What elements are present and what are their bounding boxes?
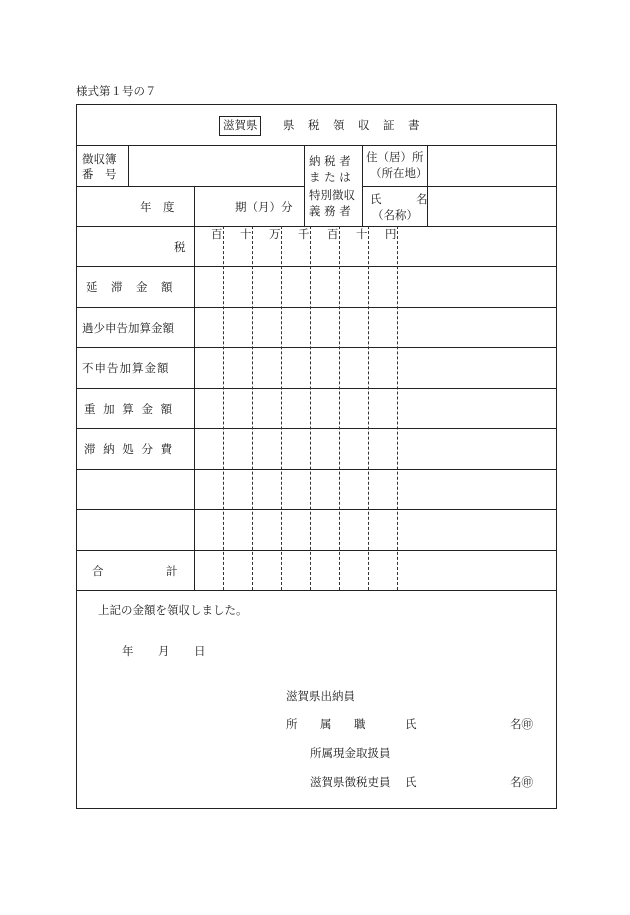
- date-year: 年: [122, 644, 134, 658]
- ledger-number-label: 番 号: [82, 167, 117, 181]
- tax-collector-title: 滋賀県徴税吏員: [310, 775, 391, 789]
- date-day: 日: [194, 644, 206, 658]
- period-label: 期（月）分: [235, 200, 293, 214]
- affiliation-label: 職: [354, 717, 366, 731]
- surname-label: 氏: [405, 775, 417, 789]
- surname-label: 氏: [405, 717, 417, 731]
- name-seal: 名㊞: [510, 775, 533, 789]
- row-label: 過少申告加算金額: [82, 321, 174, 335]
- form-id: 様式第１号の７: [76, 84, 157, 98]
- affiliation-label: 所: [286, 717, 298, 731]
- taxpayer-label: 特別徴収: [309, 188, 355, 202]
- address-label: 住（居）所: [366, 150, 424, 164]
- taxpayer-label: ま た は: [309, 170, 351, 184]
- affiliation-label: 属: [320, 717, 332, 731]
- total-label: 計: [166, 564, 178, 578]
- digit-label: 十: [240, 227, 252, 241]
- title-char: 県: [283, 118, 295, 132]
- treasurer-title: 滋賀県出納員: [286, 689, 355, 703]
- fiscal-year-label: 年 度: [140, 200, 175, 214]
- digit-label: 円: [385, 227, 397, 241]
- title-char: 領: [333, 118, 345, 132]
- title-char: 書: [408, 118, 420, 132]
- taxpayer-label: 義 務 者: [309, 204, 351, 218]
- digit-label: 千: [298, 227, 310, 241]
- title-char: 収: [358, 118, 370, 132]
- name-label: （名称）: [372, 208, 418, 222]
- digit-label: 百: [211, 227, 223, 241]
- row-label: 不申告加算金額: [82, 361, 170, 375]
- title-char: 証: [383, 118, 395, 132]
- date-month: 月: [158, 644, 170, 658]
- received-statement: 上記の金額を領収しました。: [98, 603, 248, 617]
- total-label: 合: [92, 564, 104, 578]
- address-label: （所在地）: [370, 166, 428, 180]
- digit-label: 百: [327, 227, 339, 241]
- row-label: 延 滞 金 額: [86, 280, 174, 294]
- row-label: 重 加 算 金 額: [84, 402, 175, 416]
- digit-label: 万: [269, 227, 281, 241]
- name-seal: 名㊞: [510, 717, 533, 731]
- row-label: 滞 納 処 分 費: [84, 442, 175, 456]
- ledger-number-label: 徴収簿: [82, 152, 117, 166]
- row-label-tax: 税: [174, 240, 186, 254]
- name-label: 氏 名: [370, 192, 428, 206]
- title-prefecture: 滋賀県: [223, 118, 258, 132]
- taxpayer-label: 納 税 者: [309, 154, 351, 168]
- digit-label: 十: [356, 227, 368, 241]
- cash-handler-title: 所属現金取扱員: [310, 746, 391, 760]
- title-char: 税: [308, 118, 320, 132]
